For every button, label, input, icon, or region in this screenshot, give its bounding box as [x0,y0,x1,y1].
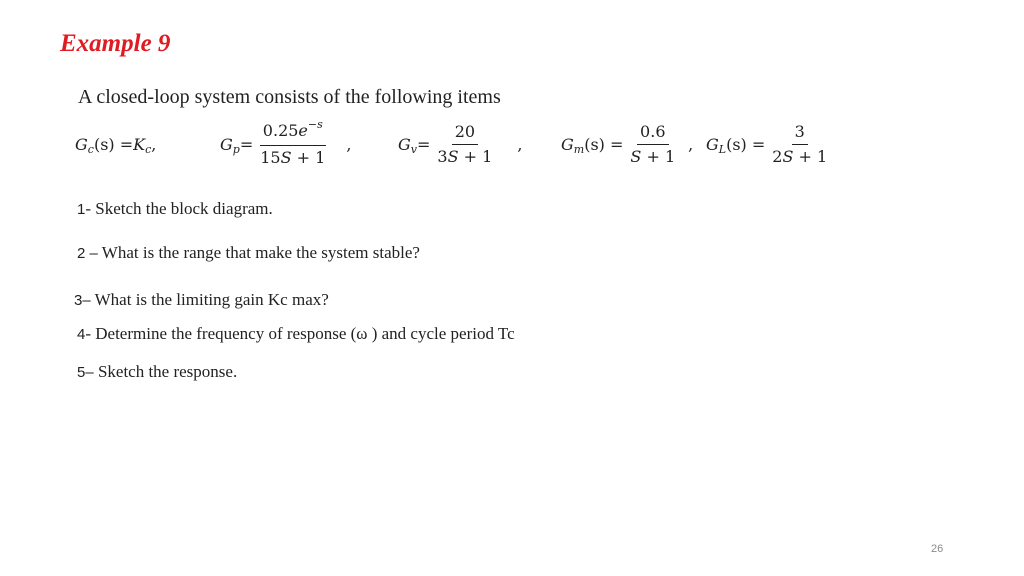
gp-denominator [257,146,328,167]
gp-numerator [260,117,326,146]
gl-fraction [769,123,830,166]
gv-numerator: 20 [452,123,478,145]
question-3 [74,290,329,310]
question-2-number: 2 – [77,245,98,262]
intro-text: A closed-loop system consists of the following items [78,86,501,108]
question-1-number: 1 [77,201,86,218]
gp-den-const: + 1 [291,147,326,167]
gc-symbol: G [75,134,88,154]
equation-gl [706,118,834,170]
gl-den-var: S [782,146,794,166]
gv-separator: , [517,134,523,154]
slide-title: Example 9 [60,30,171,57]
equation-gv [398,118,522,170]
gl-argument: (s) = [726,134,766,154]
gl-subscript: L [718,142,727,156]
gv-den-coef: 3 [437,146,448,166]
question-1-text: - Sketch the block diagram. [85,199,273,218]
question-4-number: 4 [77,326,86,343]
kc-subscript: c [145,142,152,156]
gc-separator: , [151,134,157,154]
gp-num-base: e [298,120,308,140]
equation-gc [75,118,156,170]
gm-den-var: S [630,146,642,166]
gv-equals: = [417,134,431,154]
question-4-text: - Determine the frequency of response (ω ) and cycle period Tc [85,324,515,343]
gp-separator: , [346,134,352,154]
gp-den-var: S [280,147,292,167]
gv-fraction [434,123,495,166]
gm-denominator [627,145,678,166]
gm-numerator: 0.6 [637,123,668,145]
question-5-text: Sketch the response. [93,362,238,381]
gc-argument: (s) = [93,134,134,154]
gl-numerator: 3 [792,123,808,145]
question-3-number: 3– [74,292,91,309]
gm-argument: (s) = [584,134,624,154]
question-5 [77,362,237,382]
gl-denominator [769,145,830,166]
gp-subscript: p [232,142,240,156]
gv-subscript: v [410,142,417,156]
gl-den-coef: 2 [772,146,783,166]
gv-den-const: + 1 [458,146,493,166]
kc-symbol: K [133,134,146,154]
page-number: 26 [931,543,944,555]
gp-num-exponent: −s [307,117,323,131]
gm-symbol: G [561,134,574,154]
question-5-number: 5– [77,364,94,381]
gl-symbol: G [706,134,719,154]
gv-den-var: S [447,146,459,166]
gl-den-const: + 1 [793,146,828,166]
equation-gp [220,118,351,170]
question-3-text: What is the limiting gain Kc max? [90,290,329,309]
gp-equals: = [239,134,254,154]
gv-symbol: G [398,134,411,154]
gv-denominator [434,145,495,166]
gm-fraction [627,123,678,166]
equation-gm [561,118,693,170]
transfer-functions-row [0,118,1024,170]
question-1 [77,199,273,219]
gp-num-coefficient: 0.25 [262,120,299,140]
gp-fraction [257,117,328,167]
gm-separator: , [688,134,694,154]
gm-den-const: + 1 [641,146,676,166]
gp-den-coef: 15 [260,147,281,167]
gp-symbol: G [220,134,233,154]
question-4 [77,324,515,344]
gc-subscript: c [87,142,94,156]
gm-subscript: m [573,142,585,156]
question-2-text: What is the range that make the system stable? [97,243,420,262]
question-2 [77,243,420,263]
